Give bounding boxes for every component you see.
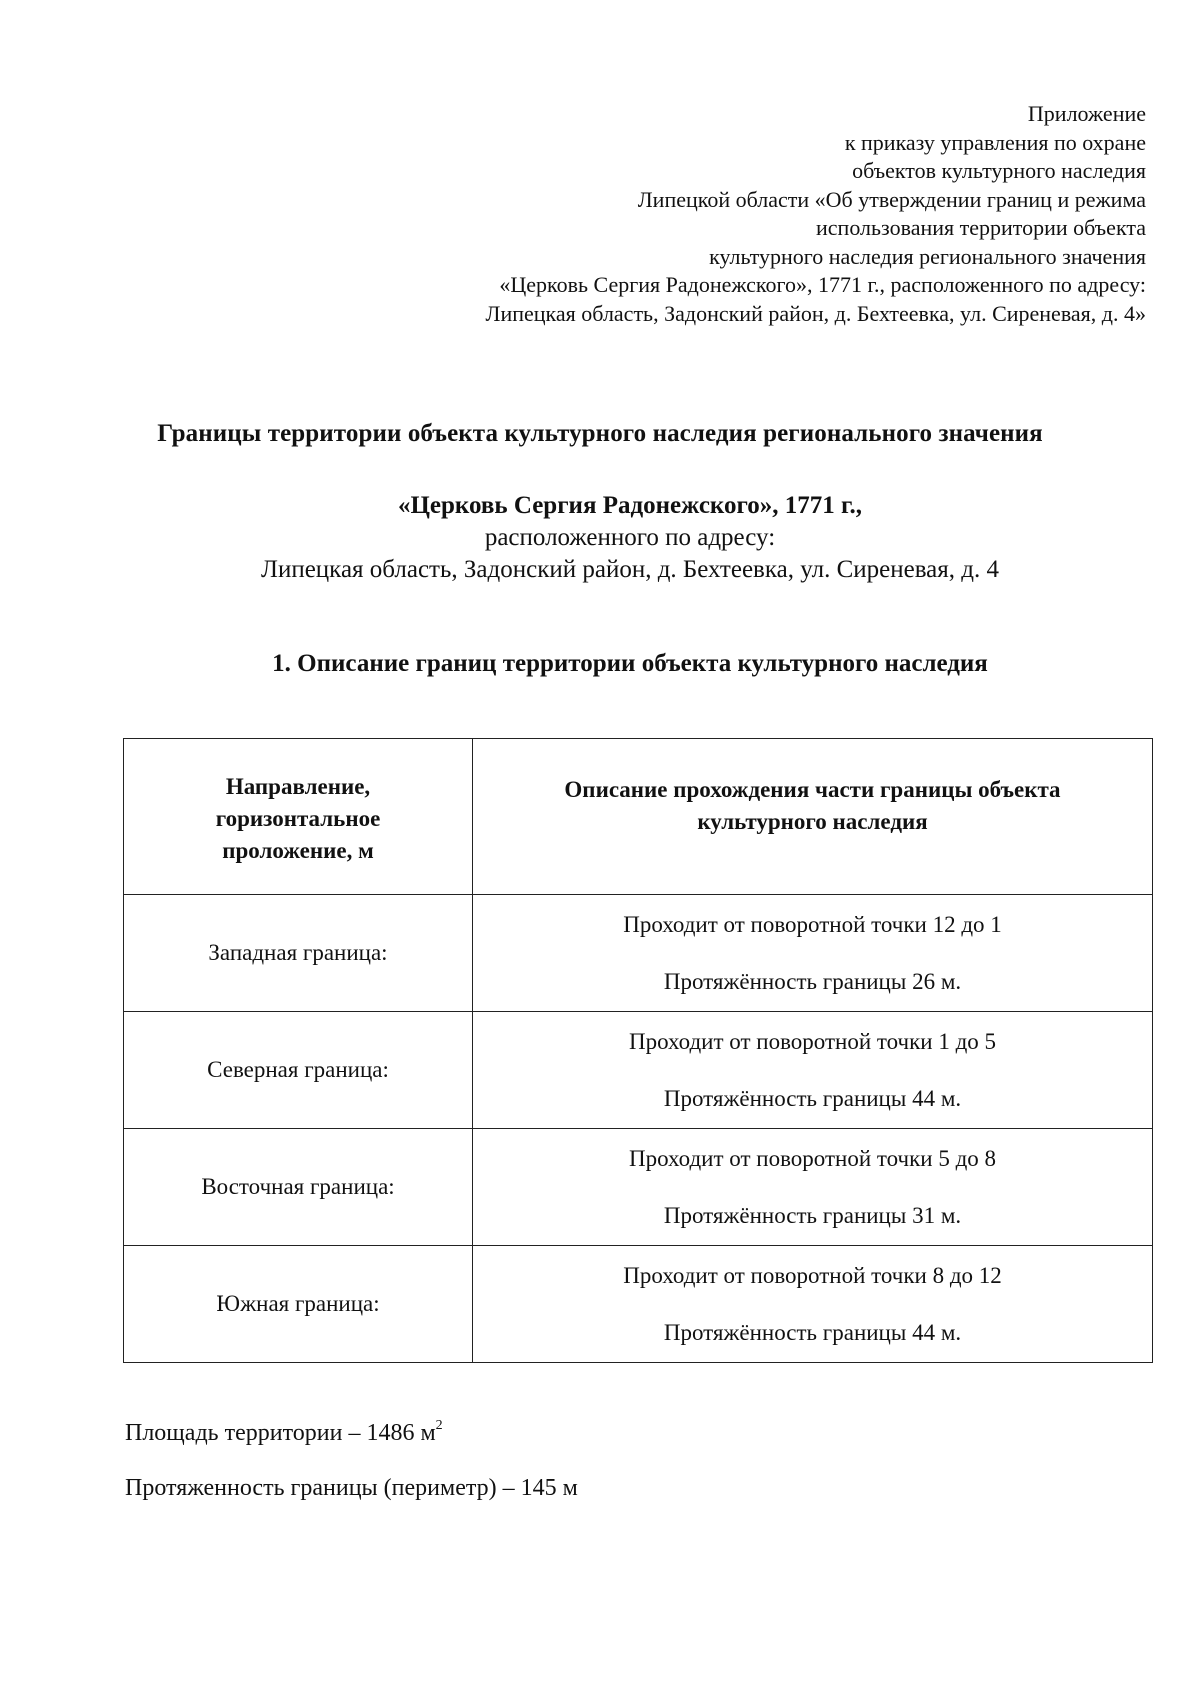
table-row <box>124 1012 1153 1129</box>
row-length: Протяжённость границы 31 м. <box>663 1202 962 1228</box>
appendix-line: Липецкая область, Задонский район, д. Бехтеевка, ул. Сиреневая, д. 4» <box>485 300 1146 326</box>
appendix-line: использования территории объекта <box>816 215 1146 240</box>
header-direction: Направление, горизонтальное проложение, м <box>124 739 473 895</box>
table-header-row <box>124 739 1153 895</box>
area-line: Площадь территории – 1486 $м^2$ <box>125 1418 443 1446</box>
object-located: расположенного по адресу: <box>484 524 776 551</box>
perimeter-line: Протяженность границы (периметр) – 145 м <box>125 1475 578 1501</box>
area-unit-superscript: 2 <box>435 1418 443 1433</box>
appendix-line: «Церковь Сергия Радонежского», 1771 г., расположенного по адресу: <box>499 272 1146 297</box>
appendix-line: Липецкой области «Об утверждении границ и режима <box>637 186 1146 212</box>
object-name: «Церковь Сергия Радонежского», 1771 г., <box>397 492 863 519</box>
row-length: Протяжённость границы 26 м. <box>663 968 962 994</box>
document-title: Границы территории объекта культурного наследия регионального значения <box>157 420 1043 447</box>
row-passes: Проходит от поворотной точки 8 до 12 <box>623 1262 1002 1288</box>
appendix-block <box>386 100 1146 328</box>
table-row <box>124 895 1153 1012</box>
boundaries-table <box>123 738 1153 1363</box>
row-direction: Южная граница: <box>124 1246 473 1363</box>
row-direction: Северная граница: <box>124 1012 473 1129</box>
object-block <box>60 490 1200 586</box>
row-direction: Восточная граница: <box>124 1129 473 1246</box>
row-description <box>473 895 1153 1012</box>
row-length: Протяжённость границы 44 м. <box>663 1085 962 1111</box>
table-row <box>124 1246 1153 1363</box>
appendix-line: культурного наследия регионального значения <box>709 243 1146 269</box>
section-heading: 1. Описание границ территории объекта культурного наследия <box>272 650 988 677</box>
row-description <box>473 1129 1153 1246</box>
row-passes: Проходит от поворотной точки 12 до 1 <box>623 911 1002 937</box>
row-direction: Западная граница: <box>124 895 473 1012</box>
appendix-line: объектов культурного наследия <box>852 158 1146 183</box>
object-address: Липецкая область, Задонский район, д. Бехтеевка, ул. Сиреневая, д. 4 <box>260 556 999 583</box>
row-passes: Проходит от поворотной точки 5 до 8 <box>628 1145 997 1171</box>
header-description: Описание прохождения части границы объекта культурного наследия <box>473 739 1153 895</box>
row-description <box>473 1246 1153 1363</box>
row-length: Протяжённость границы 44 м. <box>663 1319 962 1345</box>
appendix-line: к приказу управления по охране <box>844 129 1146 155</box>
table-row <box>124 1129 1153 1246</box>
row-description <box>473 1012 1153 1129</box>
appendix-line: Приложение <box>1027 101 1146 126</box>
row-passes: Проходит от поворотной точки 1 до 5 <box>628 1028 997 1054</box>
